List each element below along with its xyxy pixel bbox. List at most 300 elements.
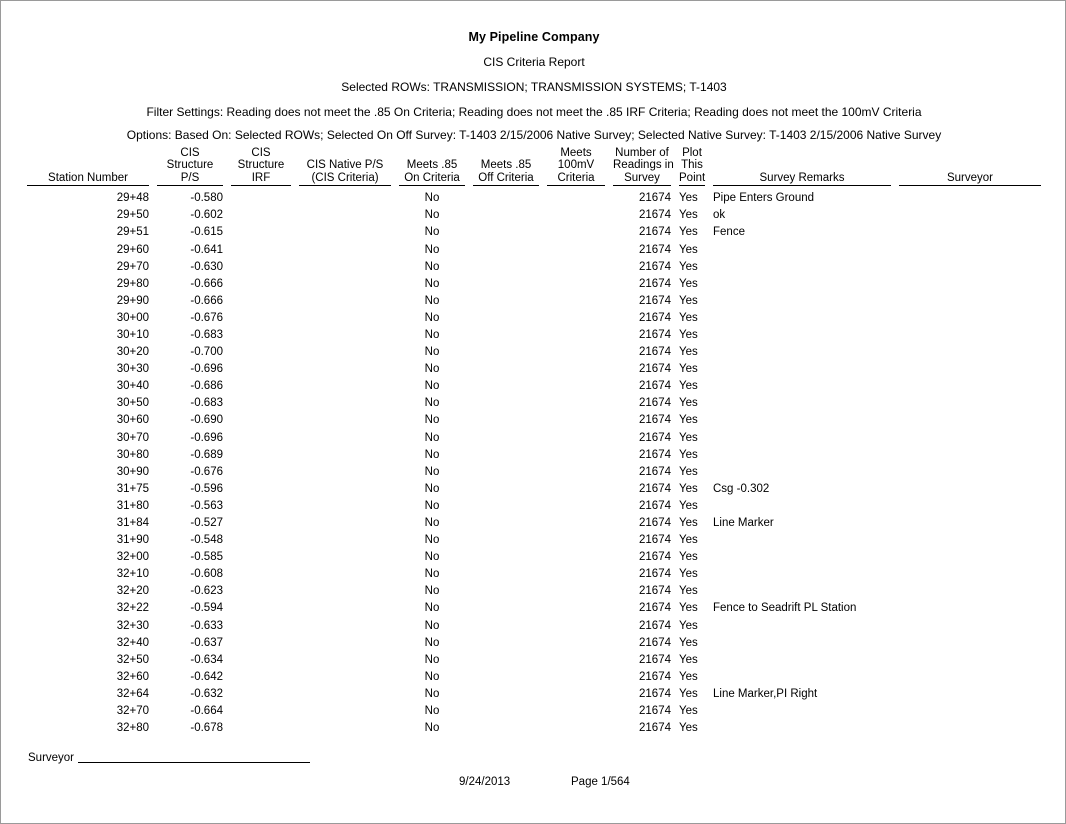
cell-number-of-readings: 21674 <box>639 311 671 324</box>
table-row <box>23 344 1045 361</box>
cell-meets-100mv <box>543 276 609 293</box>
table-row <box>23 618 1045 635</box>
report-header <box>1 27 1066 146</box>
cell-cis-native-ps <box>295 686 395 703</box>
cell-meets-100mv <box>543 242 609 259</box>
cell-surveyor <box>895 481 1045 498</box>
cell-plot-this-point: Yes <box>679 243 698 256</box>
cell-survey-remarks: Fence to Seadrift PL Station <box>713 602 857 615</box>
table-row <box>23 669 1045 686</box>
cell-surveyor <box>895 686 1045 703</box>
cell-survey-remarks <box>709 652 895 669</box>
cell-survey-remarks <box>709 361 895 378</box>
cell-number-of-readings: 21674 <box>639 448 671 461</box>
cell-cis-structure-ps: -0.678 <box>190 722 223 735</box>
column-header-line: CIS <box>251 147 271 159</box>
cell-cis-structure-irf <box>227 224 295 241</box>
cell-cis-native-ps <box>295 635 395 652</box>
cell-plot-this-point: Yes <box>679 722 698 735</box>
cell-cis-structure-irf <box>227 635 295 652</box>
cell-meets-85-off <box>469 293 543 310</box>
cell-survey-remarks <box>709 464 895 481</box>
table-row <box>23 327 1045 344</box>
cell-meets-100mv <box>543 532 609 549</box>
cell-number-of-readings: 21674 <box>639 465 671 478</box>
cell-surveyor <box>895 566 1045 583</box>
column-header-cis-native-ps <box>295 147 395 187</box>
cell-survey-remarks: Csg -0.302 <box>713 482 770 495</box>
cell-survey-remarks <box>709 566 895 583</box>
cell-cis-structure-irf <box>227 310 295 327</box>
cell-surveyor <box>895 618 1045 635</box>
cell-station-number: 29+50 <box>116 209 149 222</box>
cell-meets-85-off <box>469 310 543 327</box>
table-row <box>23 259 1045 276</box>
cell-cis-native-ps <box>295 481 395 498</box>
cell-number-of-readings: 21674 <box>639 380 671 393</box>
cell-cis-structure-irf <box>227 378 295 395</box>
cell-cis-structure-irf <box>227 187 295 207</box>
cell-cis-structure-ps: -0.700 <box>190 346 223 359</box>
cell-meets-100mv <box>543 310 609 327</box>
table-row <box>23 447 1045 464</box>
cell-meets-85-off <box>469 618 543 635</box>
cell-station-number: 29+90 <box>116 294 149 307</box>
cell-meets-85-off <box>469 187 543 207</box>
cell-cis-structure-ps: -0.641 <box>190 243 223 256</box>
cell-cis-native-ps <box>295 378 395 395</box>
cell-cis-structure-irf <box>227 515 295 532</box>
cell-cis-structure-ps: -0.634 <box>190 653 223 666</box>
cell-meets-100mv <box>543 618 609 635</box>
cell-number-of-readings: 21674 <box>639 722 671 735</box>
cell-meets-85-off <box>469 276 543 293</box>
table-row <box>23 583 1045 600</box>
cell-number-of-readings: 21674 <box>639 670 671 683</box>
cell-plot-this-point: Yes <box>679 260 698 273</box>
table-row <box>23 549 1045 566</box>
cell-station-number: 30+40 <box>116 380 149 393</box>
cell-cis-native-ps <box>295 515 395 532</box>
cell-meets-100mv <box>543 481 609 498</box>
cell-cis-structure-ps: -0.683 <box>190 328 223 341</box>
cell-meets-100mv <box>543 566 609 583</box>
cell-number-of-readings: 21674 <box>639 209 671 222</box>
table-row <box>23 361 1045 378</box>
cell-cis-native-ps <box>295 549 395 566</box>
cell-cis-structure-irf <box>227 259 295 276</box>
cell-meets-85-off <box>469 207 543 224</box>
cell-number-of-readings: 21674 <box>639 260 671 273</box>
cell-cis-native-ps <box>295 259 395 276</box>
cell-surveyor <box>895 447 1045 464</box>
cell-meets-85-on: No <box>424 687 440 700</box>
cell-number-of-readings: 21674 <box>639 551 671 564</box>
table-row <box>23 207 1045 224</box>
cell-cis-structure-irf <box>227 447 295 464</box>
cell-meets-100mv <box>543 652 609 669</box>
cell-meets-100mv <box>543 430 609 447</box>
cell-cis-structure-ps: -0.580 <box>190 192 223 205</box>
cell-cis-native-ps <box>295 361 395 378</box>
cell-survey-remarks <box>709 720 895 737</box>
cell-meets-85-on: No <box>424 346 440 359</box>
cell-cis-structure-irf <box>227 720 295 737</box>
cell-meets-85-off <box>469 515 543 532</box>
cell-meets-85-on: No <box>424 277 440 290</box>
table-row <box>23 395 1045 412</box>
cell-meets-85-on: No <box>424 243 440 256</box>
table-row <box>23 242 1045 259</box>
cell-surveyor <box>895 669 1045 686</box>
cell-number-of-readings: 21674 <box>639 534 671 547</box>
cell-survey-remarks <box>709 412 895 429</box>
cell-meets-85-on: No <box>424 414 440 427</box>
cell-meets-100mv <box>543 669 609 686</box>
cell-station-number: 31+75 <box>116 482 149 495</box>
table-row <box>23 378 1045 395</box>
cell-meets-85-on: No <box>424 722 440 735</box>
cell-surveyor <box>895 378 1045 395</box>
cell-cis-structure-irf <box>227 395 295 412</box>
cell-cis-structure-ps: -0.666 <box>190 277 223 290</box>
cell-plot-this-point: Yes <box>679 431 698 444</box>
table-row <box>23 224 1045 241</box>
filter-settings: Filter Settings: Reading does not meet the .85 On Criteria; Reading does not meet the .85 IRF Criteria; Reading does not meet the 100mV Criteria <box>146 105 922 119</box>
cell-cis-structure-irf <box>227 566 295 583</box>
cell-survey-remarks <box>709 293 895 310</box>
cell-plot-this-point: Yes <box>679 346 698 359</box>
cell-meets-85-off <box>469 481 543 498</box>
cell-survey-remarks: ok <box>713 209 726 222</box>
cell-cis-native-ps <box>295 618 395 635</box>
cell-cis-structure-irf <box>227 549 295 566</box>
cell-plot-this-point: Yes <box>679 499 698 512</box>
cell-plot-this-point: Yes <box>679 585 698 598</box>
cell-station-number: 32+20 <box>116 585 149 598</box>
cell-cis-structure-ps: -0.623 <box>190 585 223 598</box>
cell-cis-structure-irf <box>227 583 295 600</box>
cell-meets-100mv <box>543 703 609 720</box>
cell-station-number: 32+30 <box>116 619 149 632</box>
column-header-line: This <box>681 159 703 172</box>
table-row <box>23 464 1045 481</box>
column-header-line: Off Criteria <box>478 171 534 184</box>
footer-date: 9/24/2013 <box>459 776 511 788</box>
column-header-line: Meets .85 <box>480 159 532 172</box>
cell-surveyor <box>895 430 1045 447</box>
cell-station-number: 29+60 <box>116 243 149 256</box>
cell-survey-remarks <box>709 430 895 447</box>
cell-station-number: 32+10 <box>116 568 149 581</box>
table-row <box>23 498 1045 515</box>
cell-survey-remarks <box>709 618 895 635</box>
cell-cis-structure-ps: -0.696 <box>190 431 223 444</box>
cell-cis-structure-irf <box>227 703 295 720</box>
column-header-line: Plot <box>682 147 702 159</box>
cell-meets-85-off <box>469 430 543 447</box>
cell-plot-this-point: Yes <box>679 294 698 307</box>
cell-survey-remarks <box>709 532 895 549</box>
cell-station-number: 30+10 <box>116 328 149 341</box>
cell-survey-remarks <box>709 583 895 600</box>
table-header-row <box>23 147 1045 187</box>
table-row <box>23 412 1045 429</box>
cell-meets-100mv <box>543 720 609 737</box>
cell-station-number: 31+80 <box>116 499 149 512</box>
cell-plot-this-point: Yes <box>679 465 698 478</box>
cell-cis-native-ps <box>295 293 395 310</box>
cell-plot-this-point: Yes <box>679 448 698 461</box>
cell-station-number: 29+70 <box>116 260 149 273</box>
cell-meets-85-on: No <box>424 328 440 341</box>
cell-surveyor <box>895 412 1045 429</box>
cell-station-number: 32+40 <box>116 636 149 649</box>
cell-cis-structure-ps: -0.527 <box>190 517 223 529</box>
cell-survey-remarks: Fence <box>713 226 745 239</box>
cell-surveyor <box>895 532 1045 549</box>
cell-cis-structure-ps: -0.637 <box>190 636 223 649</box>
column-header-line: IRF <box>251 171 271 184</box>
cell-cis-native-ps <box>295 224 395 241</box>
cell-meets-85-off <box>469 242 543 259</box>
cell-plot-this-point: Yes <box>679 534 698 547</box>
column-header-cis-structure-irf <box>227 147 295 187</box>
cell-surveyor <box>895 720 1045 737</box>
cell-survey-remarks <box>709 447 895 464</box>
cell-meets-85-on: No <box>424 192 440 205</box>
cell-meets-85-on: No <box>424 568 440 581</box>
column-header-line: On Criteria <box>404 171 460 184</box>
cell-meets-100mv <box>543 293 609 310</box>
cell-meets-100mv <box>543 327 609 344</box>
cell-cis-native-ps <box>295 395 395 412</box>
cell-station-number: 30+30 <box>116 363 149 376</box>
cell-plot-this-point: Yes <box>679 311 698 324</box>
cell-number-of-readings: 21674 <box>639 294 671 307</box>
cell-meets-100mv <box>543 412 609 429</box>
column-header-line: Surveyor <box>946 171 994 184</box>
cell-number-of-readings: 21674 <box>639 568 671 581</box>
cell-meets-85-off <box>469 447 543 464</box>
cell-cis-structure-ps: -0.615 <box>190 226 223 239</box>
cell-cis-structure-irf <box>227 276 295 293</box>
cell-meets-85-off <box>469 259 543 276</box>
column-header-line: (CIS Criteria) <box>311 171 379 184</box>
cell-surveyor <box>895 703 1045 720</box>
cell-cis-native-ps <box>295 583 395 600</box>
cell-meets-85-on: No <box>424 499 440 512</box>
cell-surveyor <box>895 395 1045 412</box>
column-header-meets-85-on-criteria <box>395 147 469 187</box>
cell-surveyor <box>895 549 1045 566</box>
cell-cis-native-ps <box>295 276 395 293</box>
cell-meets-85-off <box>469 652 543 669</box>
table-row <box>23 600 1045 617</box>
cell-plot-this-point: Yes <box>679 192 698 205</box>
cell-meets-100mv <box>543 447 609 464</box>
cell-meets-85-on: No <box>424 226 440 239</box>
cell-meets-85-on: No <box>424 465 440 478</box>
cell-cis-structure-irf <box>227 327 295 344</box>
cell-station-number: 30+20 <box>116 346 149 359</box>
cell-plot-this-point: Yes <box>679 687 698 700</box>
cell-survey-remarks <box>709 276 895 293</box>
cell-station-number: 32+80 <box>116 722 149 735</box>
cell-meets-85-off <box>469 498 543 515</box>
cell-meets-85-on: No <box>424 670 440 683</box>
cell-cis-structure-irf <box>227 242 295 259</box>
cell-station-number: 29+48 <box>116 192 149 205</box>
cell-cis-structure-ps: -0.676 <box>190 465 223 478</box>
cell-survey-remarks <box>709 669 895 686</box>
cell-cis-structure-irf <box>227 361 295 378</box>
cell-cis-native-ps <box>295 344 395 361</box>
cell-plot-this-point: Yes <box>679 551 698 564</box>
cell-meets-85-off <box>469 600 543 617</box>
cell-cis-structure-ps: -0.548 <box>190 534 223 547</box>
cell-survey-remarks <box>709 259 895 276</box>
cell-survey-remarks <box>709 395 895 412</box>
cell-cis-structure-ps: -0.630 <box>190 260 223 273</box>
cell-cis-structure-irf <box>227 600 295 617</box>
cell-cis-structure-ps: -0.666 <box>190 294 223 307</box>
column-header-line: Structure <box>166 159 214 172</box>
cell-number-of-readings: 21674 <box>639 346 671 359</box>
column-header-line: Meets <box>560 147 592 159</box>
column-header-line: Point <box>679 171 706 184</box>
cell-station-number: 31+84 <box>116 517 149 529</box>
cell-plot-this-point: Yes <box>679 602 698 615</box>
cell-meets-85-off <box>469 703 543 720</box>
cell-meets-100mv <box>543 224 609 241</box>
cell-cis-native-ps <box>295 600 395 617</box>
table-body <box>23 187 1045 737</box>
column-header-line: 100mV <box>557 159 595 172</box>
cell-meets-100mv <box>543 498 609 515</box>
cell-cis-structure-ps: -0.594 <box>190 602 223 615</box>
cell-number-of-readings: 21674 <box>639 517 671 529</box>
table-row <box>23 430 1045 447</box>
cell-survey-remarks <box>709 344 895 361</box>
cell-meets-85-on: No <box>424 602 440 615</box>
cell-meets-85-off <box>469 686 543 703</box>
cell-surveyor <box>895 310 1045 327</box>
cell-station-number: 32+60 <box>116 670 149 683</box>
cell-station-number: 32+64 <box>116 687 149 700</box>
table-row <box>23 635 1045 652</box>
cell-plot-this-point: Yes <box>679 653 698 666</box>
cell-cis-structure-irf <box>227 293 295 310</box>
cell-meets-85-off <box>469 583 543 600</box>
cell-cis-native-ps <box>295 498 395 515</box>
cell-surveyor <box>895 187 1045 207</box>
cell-station-number: 31+90 <box>116 534 149 547</box>
table-row <box>23 293 1045 310</box>
cell-meets-85-off <box>469 532 543 549</box>
cell-surveyor <box>895 652 1045 669</box>
column-header-line: Station Number <box>48 171 128 184</box>
cell-meets-85-off <box>469 327 543 344</box>
cell-cis-native-ps <box>295 669 395 686</box>
cell-surveyor <box>895 498 1045 515</box>
cell-meets-85-on: No <box>424 482 440 495</box>
cell-meets-85-off <box>469 669 543 686</box>
column-header-number-of-readings <box>609 147 675 187</box>
cell-surveyor <box>895 583 1045 600</box>
column-header-line: Survey <box>624 171 660 184</box>
column-header-line: CIS Native P/S <box>306 159 384 172</box>
cell-meets-85-off <box>469 224 543 241</box>
cell-surveyor <box>895 635 1045 652</box>
cell-station-number: 30+70 <box>116 431 149 444</box>
cell-meets-85-off <box>469 635 543 652</box>
cell-meets-100mv <box>543 187 609 207</box>
cell-cis-structure-ps: -0.676 <box>190 311 223 324</box>
cell-meets-100mv <box>543 207 609 224</box>
cell-meets-85-on: No <box>424 551 440 564</box>
cell-surveyor <box>895 327 1045 344</box>
cell-cis-structure-irf <box>227 532 295 549</box>
cell-station-number: 30+80 <box>116 448 149 461</box>
cell-cis-native-ps <box>295 703 395 720</box>
cell-cis-structure-ps: -0.632 <box>190 687 223 700</box>
cell-survey-remarks: Line Marker,PI Right <box>713 687 818 700</box>
cell-number-of-readings: 21674 <box>639 482 671 495</box>
cis-criteria-table <box>23 147 1045 737</box>
cell-survey-remarks <box>709 378 895 395</box>
cell-cis-structure-irf <box>227 344 295 361</box>
cell-cis-structure-ps: -0.664 <box>190 705 223 718</box>
cell-station-number: 32+00 <box>116 551 149 564</box>
cell-meets-85-on: No <box>424 585 440 598</box>
cell-cis-structure-ps: -0.563 <box>190 499 223 512</box>
surveyor-signature-block <box>28 751 310 766</box>
cell-meets-85-on: No <box>424 431 440 444</box>
column-header-cis-structure-ps <box>153 147 227 187</box>
cell-survey-remarks: Line Marker <box>713 517 774 529</box>
cell-cis-native-ps <box>295 310 395 327</box>
cell-meets-85-on: No <box>424 517 440 529</box>
cell-cis-native-ps <box>295 652 395 669</box>
cell-cis-structure-ps: -0.602 <box>190 209 223 222</box>
column-header-station-number <box>23 147 153 187</box>
column-header-line: Survey Remarks <box>759 171 845 184</box>
cell-meets-85-on: No <box>424 311 440 324</box>
cell-meets-85-on: No <box>424 705 440 718</box>
cell-number-of-readings: 21674 <box>639 414 671 427</box>
cell-meets-100mv <box>543 686 609 703</box>
cell-survey-remarks <box>709 242 895 259</box>
report-title: CIS Criteria Report <box>483 55 585 69</box>
cell-cis-structure-irf <box>227 669 295 686</box>
cell-surveyor <box>895 344 1045 361</box>
cell-surveyor <box>895 464 1045 481</box>
cell-survey-remarks <box>709 310 895 327</box>
cell-cis-structure-irf <box>227 686 295 703</box>
table-row <box>23 187 1045 207</box>
cell-number-of-readings: 21674 <box>639 328 671 341</box>
cell-number-of-readings: 21674 <box>639 192 671 205</box>
cell-survey-remarks <box>709 327 895 344</box>
column-header-meets-100mv-criteria <box>543 147 609 187</box>
cell-station-number: 30+50 <box>116 397 149 410</box>
cell-number-of-readings: 21674 <box>639 705 671 718</box>
cell-plot-this-point: Yes <box>679 568 698 581</box>
table-row <box>23 720 1045 737</box>
cell-surveyor <box>895 293 1045 310</box>
cell-surveyor <box>895 207 1045 224</box>
